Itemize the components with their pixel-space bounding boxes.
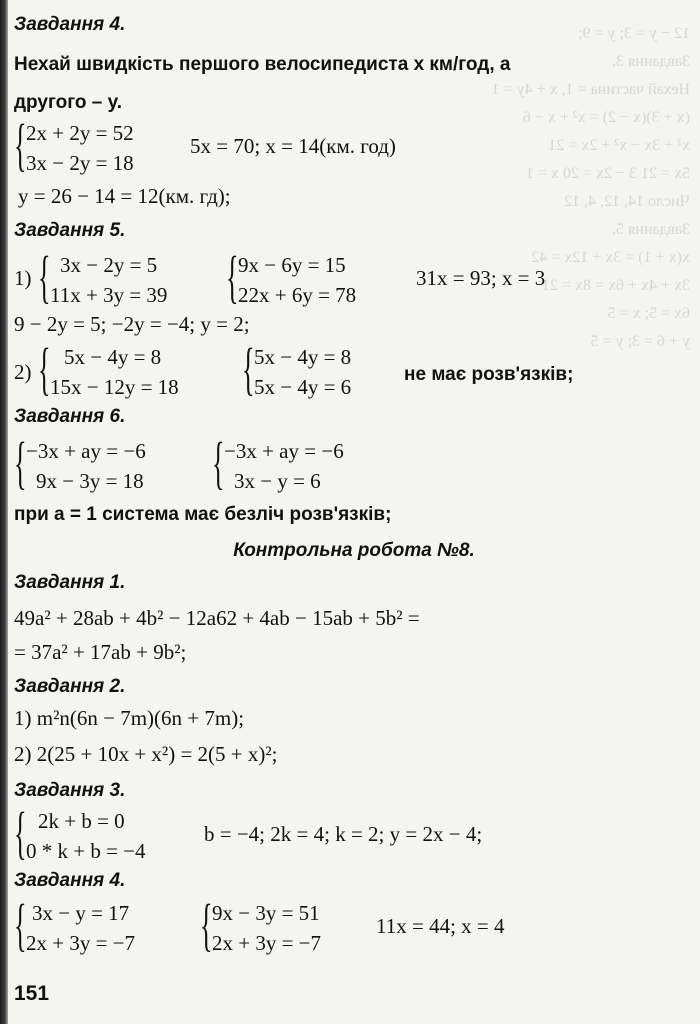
bleed-through-text: 12 − y = 3; y = 9; Завдання 3. Нехай частина = 1, x + 4y = 1 (x + 3)(x − 2) = x² + x − 6 x² + 3x − x² + 2x = 21 5x = 21 3 − 2x = 20 x = 1 Число 14, 12, 4, 12 Завдання 5. x(x + 1) = 3x + 12x = 42 3x + 4x + 6x = 8x = 21 6x = 5; x = 5 y + 6 = 3; y = 5 [491,25,690,350]
task6-sysA-eq1: −3x + ay = −6 [26,439,146,463]
ctask4-sysB-eq2: 2x + 3y = −7 [212,931,322,955]
task4-heading: Завдання 4. [14,14,126,35]
task6-heading: Завдання 6. [14,406,126,427]
task5-sysC-eq1: 5x − 4y = 8 [64,345,162,369]
left-brace: { [38,244,51,309]
task5-part2-result: не має розв'язків; [404,364,574,385]
left-brace: { [14,800,27,865]
task4-solution2: y = 26 − 14 = 12(км. гд); [18,184,231,208]
ctask1-heading: Завдання 1. [14,572,126,593]
task6-sysA-eq2: 9x − 3y = 18 [36,469,144,493]
document-page [14,0,694,1024]
ctask4-sysB-eq1: 9x − 3y = 51 [212,901,320,925]
task5-sysB-eq2: 22x + 6y = 78 [238,283,357,307]
task5-sysC-eq2: 15x − 12y = 18 [50,375,179,399]
task5-sysA-eq1: 3x − 2y = 5 [60,253,158,277]
ctask4-result: 11x = 44; x = 4 [376,914,505,938]
task5-sysD-eq2: 5x − 4y = 6 [254,375,352,399]
task6-conclusion: при a = 1 система має безліч розв'язків; [14,504,392,525]
task5-part1-result: 31x = 93; x = 3 [416,266,546,290]
ctask3-sys-eq2: 0 * k + b = −4 [26,839,146,863]
left-brace: { [14,112,27,177]
ctask1-line1: 49a² + 28ab + 4b² − 12a62 + 4ab − 15ab + 5b² = [14,606,420,630]
page-binding-edge [0,0,8,1024]
left-brace: { [200,892,213,957]
left-brace: { [226,244,239,309]
left-brace: { [14,892,27,957]
left-brace: { [38,336,51,401]
task4-sys-eq1: 2x + 2y = 52 [26,121,134,145]
task4-intro-line2: другого – y. [14,92,123,113]
task5-part1-line2: 9 − 2y = 5; −2y = −4; y = 2; [14,312,250,336]
ctask3-result: b = −4; 2k = 4; k = 2; y = 2x − 4; [204,822,483,846]
page-number: 151 [14,982,50,1005]
ctask4-sysA-eq2: 2x + 3y = −7 [26,931,136,955]
task5-heading: Завдання 5. [14,220,126,241]
ctask4-heading: Завдання 4. [14,870,126,891]
control-work-title: Контрольна робота №8. [233,540,475,561]
ctask2-heading: Завдання 2. [14,676,126,697]
ctask1-line2: = 37a² + 17ab + 9b²; [14,640,187,664]
task5-part1-label: 1) [14,266,32,290]
task4-sys-eq2: 3x − 2y = 18 [26,151,134,175]
task6-sysB-eq2: 3x − y = 6 [234,469,321,493]
left-brace: { [14,430,27,495]
task6-sysB-eq1: −3x + ay = −6 [224,439,344,463]
ctask4-sysA-eq1: 3x − y = 17 [32,901,130,925]
ctask3-sys-eq1: 2k + b = 0 [38,809,125,833]
task5-part2-label: 2) [14,360,32,384]
ctask2-line2: 2) 2(25 + 10x + x²) = 2(5 + x)²; [14,742,278,766]
task5-sysA-eq2: 11x + 3y = 39 [50,283,168,307]
task4-solution1: 5x = 70; x = 14(км. год) [190,134,396,158]
left-brace: { [212,430,225,495]
task5-sysD-eq1: 5x − 4y = 8 [254,345,352,369]
task5-sysB-eq1: 9x − 6y = 15 [238,253,346,277]
task4-intro-line1: Нехай швидкість першого велосипедиста x км/год, а [14,54,511,75]
left-brace: { [242,336,255,401]
ctask2-line1: 1) m²n(6n − 7m)(6n + 7m); [14,706,245,730]
ctask3-heading: Завдання 3. [14,780,126,801]
